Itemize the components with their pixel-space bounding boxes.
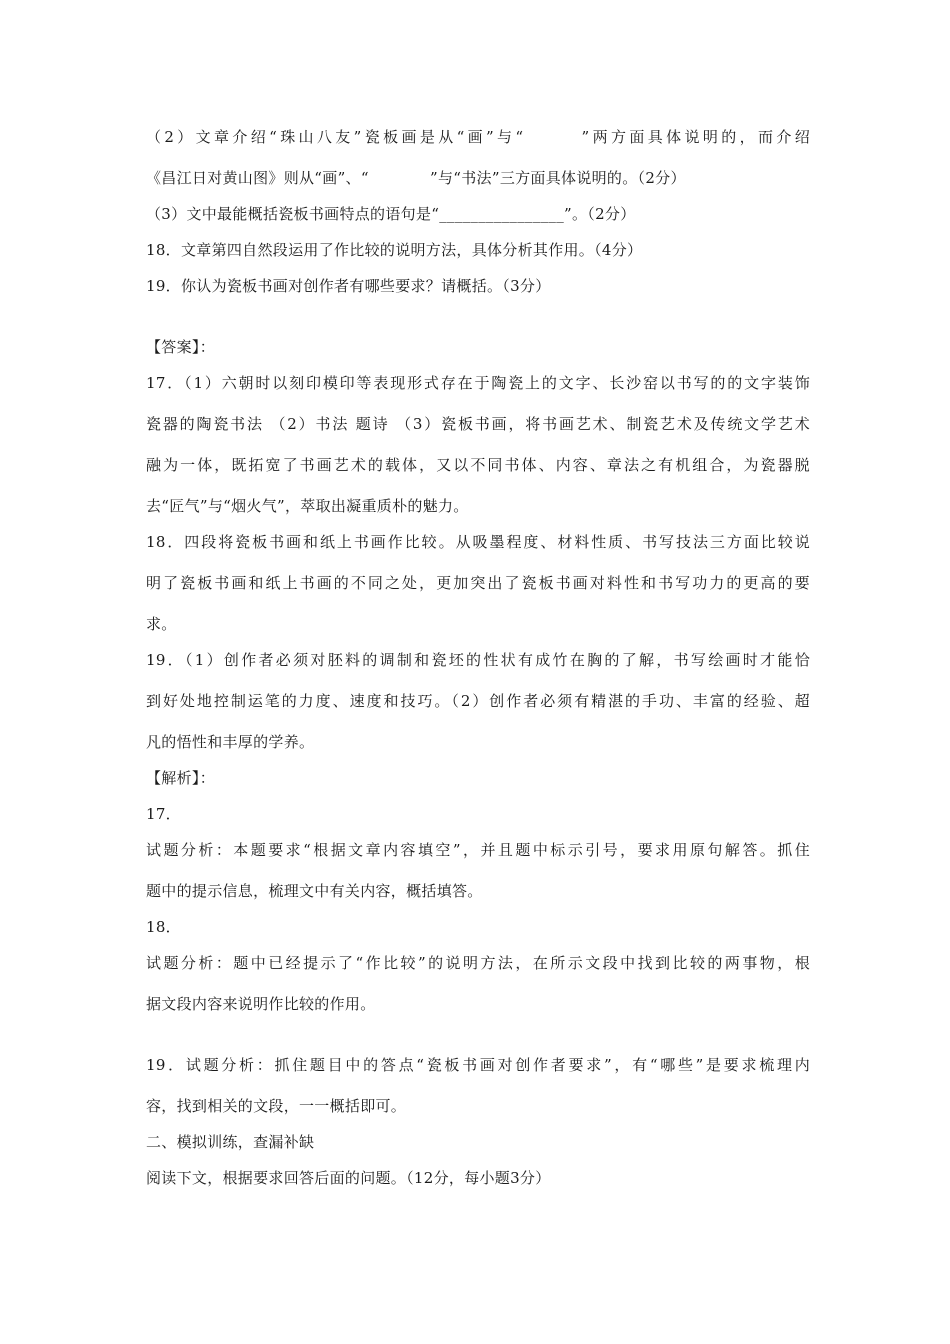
analysis-18-line: 据文段内容来说明作比较的作用。 xyxy=(146,995,376,1013)
question-17-2: （2）文章介绍“珠山八友”瓷板画是从“画”与“ ”两方面具体说明的，而介绍 xyxy=(146,128,810,146)
answer-19-line: 19．（1）创作者必须对胚料的调制和瓷坯的性状有成竹在胸的了解，书写绘画时才能恰 xyxy=(146,651,810,669)
answer-18-line: 18．四段将瓷板书画和纸上书画作比较。从吸墨程度、材料性质、书写技法三方面比较说 xyxy=(146,533,810,551)
question-19: 19．你认为瓷板书画对创作者有哪些要求？请概括。（3分） xyxy=(146,277,551,295)
analysis-19-line: 容，找到相关的文段，一一概括即可。 xyxy=(146,1097,407,1115)
answer-19-line: 到好处地控制运笔的力度、速度和技巧。（2）创作者必须有精湛的手功、丰富的经验、超 xyxy=(146,692,810,710)
analysis-17-number: 17． xyxy=(146,805,181,823)
question-17-2-continued: 《昌江日对黄山图》则从“画”、“ ”与“书法”三方面具体说明的。（2分） xyxy=(146,169,686,187)
analysis-19-line: 19．试题分析：抓住题目中的答点“瓷板书画对创作者要求”，有“哪些”是要求梳理内 xyxy=(146,1056,810,1074)
answer-17-line: 瓷器的陶瓷书法 （2）书法 题诗 （3）瓷板书画，将书画艺术、制瓷艺术及传统文学艺术 xyxy=(146,415,810,433)
question-17-3: （3）文中最能概括瓷板书画特点的语句是“________________”。（2分） xyxy=(146,205,636,223)
question-18: 18．文章第四自然段运用了作比较的说明方法，具体分析其作用。（4分） xyxy=(146,241,643,259)
answer-18-line: 求。 xyxy=(146,615,177,633)
analysis-17-line: 试题分析：本题要求“根据文章内容填空”，并且题中标示引号，要求用原句解答。抓住 xyxy=(146,841,810,859)
section-2-instruction: 阅读下文，根据要求回答后面的问题。（12分，每小题3分） xyxy=(146,1169,551,1187)
analysis-17-line: 题中的提示信息，梳理文中有关内容，概括填答。 xyxy=(146,882,483,900)
answer-18-line: 明了瓷板书画和纸上书画的不同之处，更加突出了瓷板书画对料性和书写功力的更高的要 xyxy=(146,574,810,592)
section-2-title: 二、模拟训练，查漏补缺 xyxy=(146,1133,315,1151)
answer-17-line: 去“匠气”与“烟火气”，萃取出凝重质朴的魅力。 xyxy=(146,497,469,515)
analysis-heading: 【解析】： xyxy=(146,769,216,787)
analysis-18-line: 试题分析：题中已经提示了“作比较”的说明方法，在所示文段中找到比较的两事物，根 xyxy=(146,954,810,972)
answer-17-line: 融为一体，既拓宽了书画艺术的载体，又以不同书体、内容、章法之有机组合，为瓷器脱 xyxy=(146,456,810,474)
answer-17-line: 17．（1）六朝时以刻印模印等表现形式存在于陶瓷上的文字、长沙窑以书写的的文字装饰 xyxy=(146,374,810,392)
answers-heading: 【答案】： xyxy=(146,338,216,356)
answer-19-line: 凡的悟性和丰厚的学养。 xyxy=(146,733,315,751)
analysis-18-number: 18． xyxy=(146,918,181,936)
